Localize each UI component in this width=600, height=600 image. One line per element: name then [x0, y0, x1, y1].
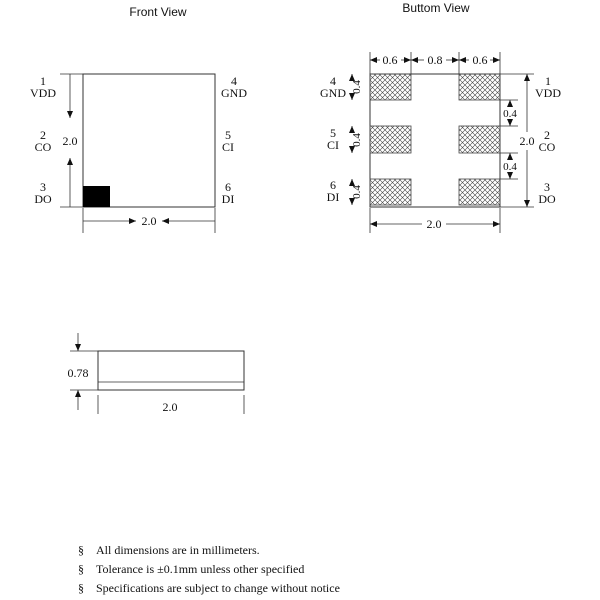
note-text: Tolerance is ±0.1mm unless other specified: [96, 562, 305, 576]
pad-pin2: [459, 126, 500, 153]
bottom-pin-name: GND: [320, 86, 346, 100]
bottom-pin-num: 1: [545, 74, 551, 88]
pad-width-label: 0.6: [382, 53, 398, 67]
front-pin-num: 5: [225, 128, 231, 142]
bottom-pin-name: DI: [326, 190, 340, 204]
pad-pin1: [459, 74, 500, 100]
pad-height-label: 0.4: [351, 80, 363, 94]
note-item: [78, 579, 340, 598]
bottom-view-title: Buttom View: [402, 1, 470, 15]
pad-width-label: 0.6: [472, 53, 488, 67]
pin1-marker: [83, 186, 110, 207]
front-pin-num: 2: [40, 128, 46, 142]
bottom-pin-name: CO: [538, 140, 556, 154]
note-item: [78, 560, 340, 579]
notes-list: [78, 541, 340, 598]
front-height-label: 2.0: [62, 134, 78, 148]
front-pin-num: 1: [40, 74, 46, 88]
side-package-outline: [98, 351, 244, 390]
side-width-label: 2.0: [162, 400, 178, 414]
bottom-pin-num: 3: [544, 180, 550, 194]
bottom-pin-name: VDD: [535, 86, 561, 100]
note-bullet: §: [78, 562, 84, 576]
pad-vgap-label: 0.4: [503, 161, 517, 173]
pad-height-label: 0.4: [351, 185, 363, 199]
front-pin-name: CI: [222, 140, 234, 154]
bottom-height-label: 2.0: [519, 134, 535, 148]
note-text: All dimensions are in millimeters.: [96, 543, 260, 557]
pad-height-label: 0.4: [351, 133, 363, 147]
pad-pin6: [370, 179, 411, 205]
pad-pin4: [370, 74, 411, 100]
note-bullet: §: [78, 581, 84, 595]
bottom-pin-num: 6: [330, 178, 336, 192]
bottom-pin-name: DO: [538, 192, 556, 206]
pad-gap-label: 0.8: [427, 53, 443, 67]
front-pin-num: 4: [231, 74, 237, 88]
bottom-pin-name: CI: [327, 138, 339, 152]
front-pin-name: CO: [34, 140, 52, 154]
pad-pin5: [370, 126, 411, 153]
pad-vgap-label: 0.4: [503, 108, 517, 120]
bottom-width-label: 2.0: [426, 217, 442, 231]
note-text: Specifications are subject to change without notice: [96, 581, 340, 595]
front-pin-num: 3: [40, 180, 46, 194]
front-view-title: Front View: [129, 5, 187, 19]
note-bullet: §: [78, 543, 84, 557]
bottom-pin-num: 2: [544, 128, 550, 142]
side-thickness-label: 0.78: [67, 366, 89, 380]
front-pin-name: GND: [221, 86, 247, 100]
pad-pin3: [459, 179, 500, 205]
front-width-label: 2.0: [141, 214, 157, 228]
front-pin-name: VDD: [30, 86, 56, 100]
bottom-pin-num: 5: [330, 126, 336, 140]
front-pin-name: DI: [221, 192, 235, 206]
bottom-pin-num: 4: [330, 74, 336, 88]
front-pin-name: DO: [34, 192, 52, 206]
front-pin-num: 6: [225, 180, 231, 194]
note-item: [78, 541, 340, 560]
